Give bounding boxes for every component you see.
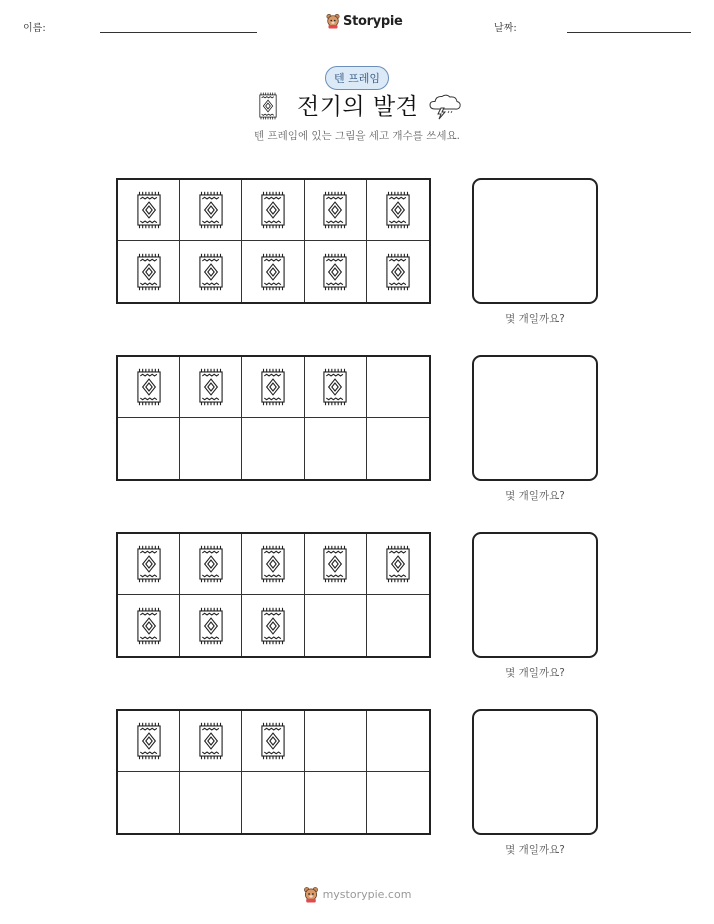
ten-frame-cell xyxy=(305,241,367,302)
rug-icon xyxy=(260,253,286,291)
ten-frame-cell xyxy=(180,418,242,479)
rug-icon xyxy=(322,545,348,583)
ten-frame-cell xyxy=(118,711,180,772)
ten-frame-3 xyxy=(116,532,431,658)
bear-mascot-icon xyxy=(303,886,319,903)
ten-frame-cell xyxy=(367,595,429,656)
answer-box-4[interactable] xyxy=(472,709,598,835)
rug-icon xyxy=(260,722,286,760)
rug-icon xyxy=(322,253,348,291)
ten-frame-cell xyxy=(305,772,367,833)
ten-frame-cell xyxy=(118,418,180,479)
ten-frame-cell xyxy=(305,534,367,595)
rug-icon xyxy=(198,722,224,760)
ten-frame-cell xyxy=(305,418,367,479)
rug-icon xyxy=(260,191,286,229)
page-title: 전기의 발견 xyxy=(297,94,419,120)
ten-frame-cell xyxy=(367,418,429,479)
ten-frame-4 xyxy=(116,709,431,835)
ten-frame-cell xyxy=(118,595,180,656)
rug-icon xyxy=(322,191,348,229)
rug-icon xyxy=(136,545,162,583)
answer-box-1[interactable] xyxy=(472,178,598,304)
rug-icon xyxy=(260,368,286,406)
ten-frame-cell xyxy=(180,595,242,656)
brand-name: Storypie xyxy=(343,13,403,29)
rug-icon xyxy=(385,191,411,229)
ten-frame-cell xyxy=(180,534,242,595)
ten-frame-cell xyxy=(180,711,242,772)
date-field[interactable] xyxy=(567,32,691,33)
ten-frame-cell xyxy=(180,180,242,241)
question-label-4: 몇 개일까요? xyxy=(505,844,565,856)
ten-frame-cell xyxy=(305,595,367,656)
rug-icon xyxy=(136,368,162,406)
name-field[interactable] xyxy=(100,32,257,33)
rug-icon xyxy=(385,545,411,583)
ten-frame-cell xyxy=(118,180,180,241)
ten-frame-cell xyxy=(305,180,367,241)
storm-cloud-icon xyxy=(428,92,462,120)
answer-box-2[interactable] xyxy=(472,355,598,481)
footer xyxy=(0,886,714,903)
ten-frame-cell xyxy=(242,241,304,302)
ten-frame-cell xyxy=(367,180,429,241)
instruction-text: 텐 프레임에 있는 그림을 세고 개수를 쓰세요. xyxy=(254,130,460,142)
ten-frame-cell xyxy=(242,180,304,241)
rug-icon xyxy=(260,607,286,645)
ten-frame-cell xyxy=(180,772,242,833)
ten-frame-cell xyxy=(118,241,180,302)
ten-frame-cell xyxy=(367,772,429,833)
ten-frame-cell xyxy=(305,357,367,418)
bear-mascot-icon xyxy=(326,13,340,29)
rug-icon xyxy=(260,545,286,583)
ten-frame-cell xyxy=(118,772,180,833)
ten-frame-cell xyxy=(305,711,367,772)
footer-site-link[interactable]: mystorypie.com xyxy=(322,888,412,901)
rug-icon xyxy=(322,368,348,406)
rug-icon xyxy=(198,607,224,645)
ten-frame-cell xyxy=(242,357,304,418)
rug-icon xyxy=(136,607,162,645)
ten-frame-1 xyxy=(116,178,431,304)
rug-icon xyxy=(136,191,162,229)
answer-box-3[interactable] xyxy=(472,532,598,658)
rug-icon xyxy=(198,253,224,291)
rug-icon xyxy=(136,722,162,760)
ten-frame-cell xyxy=(118,534,180,595)
ten-frame-2 xyxy=(116,355,431,481)
ten-frame-cell xyxy=(180,241,242,302)
date-label: 날짜: xyxy=(494,23,517,34)
question-label-3: 몇 개일까요? xyxy=(505,667,565,679)
question-label-1: 몇 개일까요? xyxy=(505,313,565,325)
ten-frame-cell xyxy=(118,357,180,418)
ten-frame-cell xyxy=(242,772,304,833)
ten-frame-cell xyxy=(367,534,429,595)
ten-frame-cell xyxy=(367,357,429,418)
rug-icon xyxy=(136,253,162,291)
ten-frame-cell xyxy=(242,595,304,656)
ten-frame-cell xyxy=(367,711,429,772)
rug-icon xyxy=(258,92,278,120)
rug-icon xyxy=(198,191,224,229)
rug-icon xyxy=(198,545,224,583)
topic-tag: 텐 프레임 xyxy=(325,66,389,90)
rug-icon xyxy=(385,253,411,291)
question-label-2: 몇 개일까요? xyxy=(505,490,565,502)
ten-frame-cell xyxy=(242,534,304,595)
name-label: 이름: xyxy=(23,23,46,34)
ten-frame-cell xyxy=(242,711,304,772)
ten-frame-cell xyxy=(367,241,429,302)
ten-frame-cell xyxy=(242,418,304,479)
brand-logo xyxy=(326,13,403,29)
rug-icon xyxy=(198,368,224,406)
ten-frame-cell xyxy=(180,357,242,418)
